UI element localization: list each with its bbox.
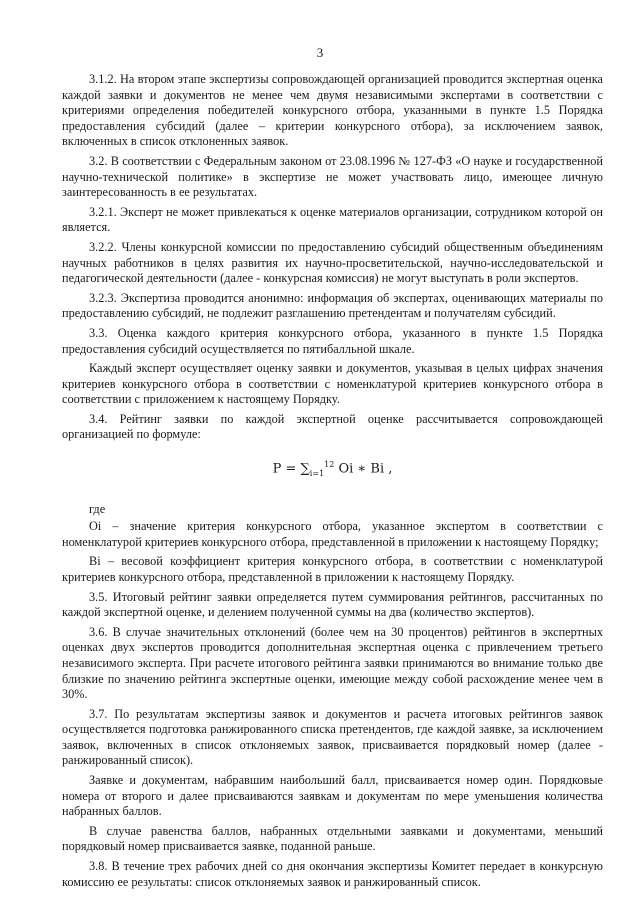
formula-sub: i=1	[309, 468, 325, 478]
paragraph-expert-evaluation: Каждый эксперт осуществляет оценку заявки и документов, указывая в целых цифрах значения критериев конкурсного отбора в соответствии с номенклатурой критериев конкурсного отбора в соответствии с приложением к настоящему Порядку.	[62, 361, 603, 407]
formula-lhs: P = ∑	[272, 461, 310, 477]
paragraph-3-5: 3.5. Итоговый рейтинг заявки определяется путем суммирования рейтингов, рассчитанных по каждой экспертной оценке, и делением полученной суммы на два (количество экспертов).	[62, 589, 603, 620]
formula-rhs: Oi ∗ Bi ,	[334, 461, 393, 477]
page-number: 3	[316, 45, 324, 60]
paragraph-3-2: 3.2. В соответствии с Федеральным законом от 23.08.1996 № 127-ФЗ «О науке и государственной научно-технической политике» в экспертизе не может участвовать лицо, имеющее личную заинтересованность в ее результатах.	[62, 153, 603, 200]
definition-oi: Oi – значение критерия конкурсного отбора, указанное экспертом в соответствии с номенклатурой критериев конкурсного отбора, представленной в приложении к настоящему Порядку;	[62, 519, 603, 549]
paragraph-3-8: 3.8. В течение трех рабочих дней со дня окончания экспертизы Комитет передает в конкурсную комиссию ее результаты: список отклоняемых заявок и ранжированный список.	[62, 859, 603, 889]
formula-sup: 12	[324, 460, 335, 470]
paragraph-equal-scores: В случае равенства баллов, набранных отдельными заявками и документами, меньший порядковый номер присваивается заявке, поданной раньше.	[62, 823, 603, 854]
document-body	[62, 72, 603, 894]
paragraph-3-2-1: 3.2.1. Эксперт не может привлекаться к оценке материалов организации, сотрудником которой он является.	[62, 204, 603, 235]
where-label: где	[89, 501, 106, 516]
definition-bi: Bi – весовой коэффициент критерия конкурсного отбора, в соответствии с номенклатурой критериев конкурсного отбора, представленной в приложении к настоящему Порядку.	[62, 554, 603, 584]
paragraph-3-3: 3.3. Оценка каждого критерия конкурсного отбора, указанного в пункте 1.5 Порядка предоставления субсидий осуществляется по пятибалльной шкале.	[62, 325, 603, 356]
paragraph-3-7: 3.7. По результатам экспертизы заявок и документов и расчета итоговых рейтингов заявок осуществляется подготовка ранжированного списка претендентов, где каждой заявке, за исключением заявок, включенных в список отклоняемых заявок, присваивается порядковый номер (далее - ранжированный список).	[62, 706, 603, 768]
paragraph-3-6: 3.6. В случае значительных отклонений (более чем на 30 процентов) рейтингов в экспертных оценках двух экспертов проводится дополнительная экспертная оценка с привлечением третьего независимого эксперта. При расчете итогового рейтинга заявки принимаются во внимание только две близкие по значению рейтинга экспертные оценки, имеющие между собой расхождение менее чем в 30%.	[62, 624, 603, 702]
paragraph-highest-score: Заявке и документам, набравшим наибольший балл, присваивается номер один. Порядковые номера от второго и далее присваиваются заявкам и документам по мере уменьшения количества набранных баллов.	[62, 773, 603, 819]
paragraph-3-2-3: 3.2.3. Экспертиза проводится анонимно: информация об экспертах, оценивающих материалы по предоставлению субсидий, не подлежит разглашению претендентам и получателям субсидий.	[62, 290, 603, 321]
paragraph-3-2-2: 3.2.2. Члены конкурсной комиссии по предоставлению субсидий общественным объединениям научных работников в целях развития их научно-просветительской, научно-исследовательской и педагогической деятельности (далее - конкурсная комиссия) не могут выступать в роли экспертов.	[62, 239, 603, 286]
paragraph-3-1-2: 3.1.2. На втором этапе экспертизы сопровождающей организацией проводится экспертная оценка каждой заявки и документов не менее чем двумя независимыми экспертами в соответствии с критериями определения победителей конкурсного отбора, указанными в пункте 1.5 Порядка предоставления субсидий (далее – критерии конкурсного отбора), за исключением заявок, включенных в список отклоненных заявок.	[62, 72, 603, 149]
rating-formula	[62, 457, 603, 482]
paragraph-3-4: 3.4. Рейтинг заявки по каждой экспертной оценке рассчитывается сопровождающей организацией по формуле:	[62, 411, 603, 442]
